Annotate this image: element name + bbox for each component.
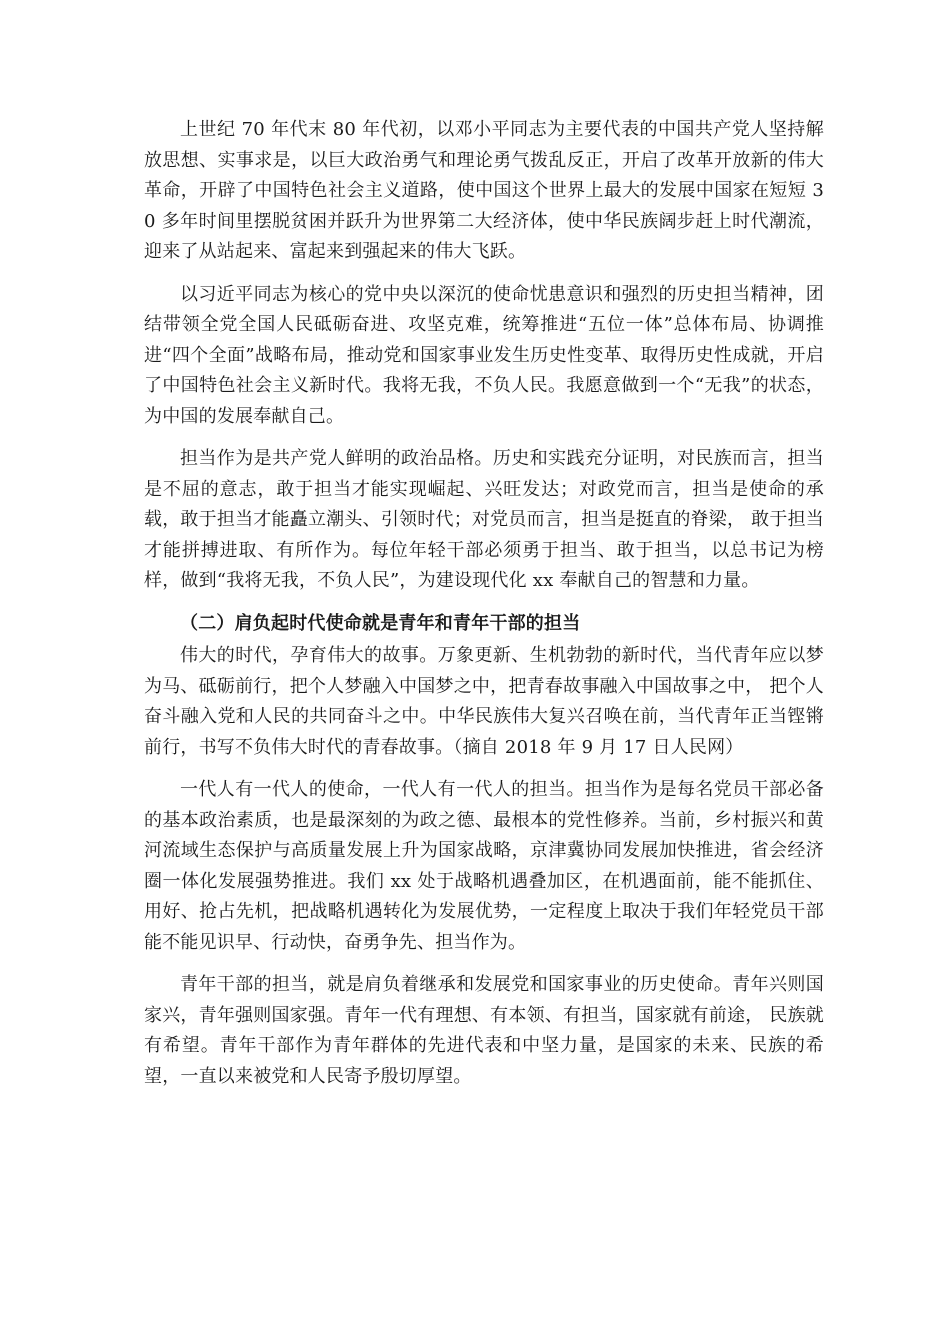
paragraph-reform-history: 上世纪 70 年代末 80 年代初，以邓小平同志为主要代表的中国共产党人坚持解放思想、实事求是，以巨大政治勇气和理论勇气拨乱反正，开启了改革开放新的伟大革命，开辟了中国特色社会主义道路，使中国这个世界上最大的发展中国家在短短 30 多年时间里摆脱贫困并跃升为世界第二大经济体，使中华民族阔步赶上时代潮流，迎来了从站起来、富起来到强起来的伟大飞跃。 bbox=[144, 119, 824, 262]
document-body bbox=[144, 115, 824, 1104]
paragraph-new-era: 以习近平同志为核心的党中央以深沉的使命忧患意识和强烈的历史担当精神，团结带领全党全国人民砥砺奋进、攻坚克难，统筹推进“五位一体”总体布局、协调推进“四个全面”战略布局，推动党和国家事业发生历史性变革、取得历史性成就，开启了中国特色社会主义新时代。我将无我，不负人民。我愿意做到一个“无我”的状态，为中国的发展奉献自己。 bbox=[144, 283, 824, 427]
paragraph-great-era: 伟大的时代，孕育伟大的故事。万象更新、生机勃勃的新时代，当代青年应以梦为马、砥砺前行，把个人梦融入中国梦之中，把青春故事融入中国故事之中， 把个人奋斗融入党和人民的共同奋斗之中。中华民族伟大复兴召唤在前，当代青年正当铿锵前行，书写不负伟大时代的青春故事。（摘自 2018 年 9 月 17 日人民网） bbox=[144, 645, 824, 758]
paragraph-political-character: 担当作为是共产党人鲜明的政治品格。历史和实践充分证明，对民族而言，担当是不屈的意志，敢于担当才能实现崛起、兴旺发达；对政党而言，担当是使命的承载，敢于担当才能矗立潮头、引领时代；对党员而言，担当是挺直的脊梁， 敢于担当才能拼搏进取、有所作为。每位年轻干部必须勇于担当、敢于担当，以总书记为榜样，做到“我将无我，不负人民”，为建设现代化 xx 奉献自己的智慧和力量。 bbox=[144, 448, 824, 591]
paragraph-young-cadres: 青年干部的担当，就是肩负着继承和发展党和国家事业的历史使命。青年兴则国家兴，青年强则国家强。青年一代有理想、有本领、有担当，国家就有前途， 民族就有希望。青年干部作为青年群体的先进代表和中坚力量，是国家的未来、民族的希望，一直以来被党和人民寄予殷切厚望。 bbox=[144, 974, 824, 1087]
section-heading: （二）肩负起时代使命就是青年和青年干部的担当 bbox=[180, 612, 581, 634]
paragraph-generation-mission: 一代人有一代人的使命，一代人有一代人的担当。担当作为是每名党员干部必备的基本政治素质，也是最深刻的为政之德、最根本的党性修养。当前，乡村振兴和黄河流域生态保护与高质量发展上升为国家战略，京津冀协同发展加快推进，省会经济圈一体化发展强势推进。我们 xx 处于战略机遇叠加区，在机遇面前，能不能抓住、用好、抢占先机，把战略机遇转化为发展优势，一定程度上取决于我们年轻党员干部能不能见识早、行动快，奋勇争先、担当作为。 bbox=[144, 779, 824, 953]
